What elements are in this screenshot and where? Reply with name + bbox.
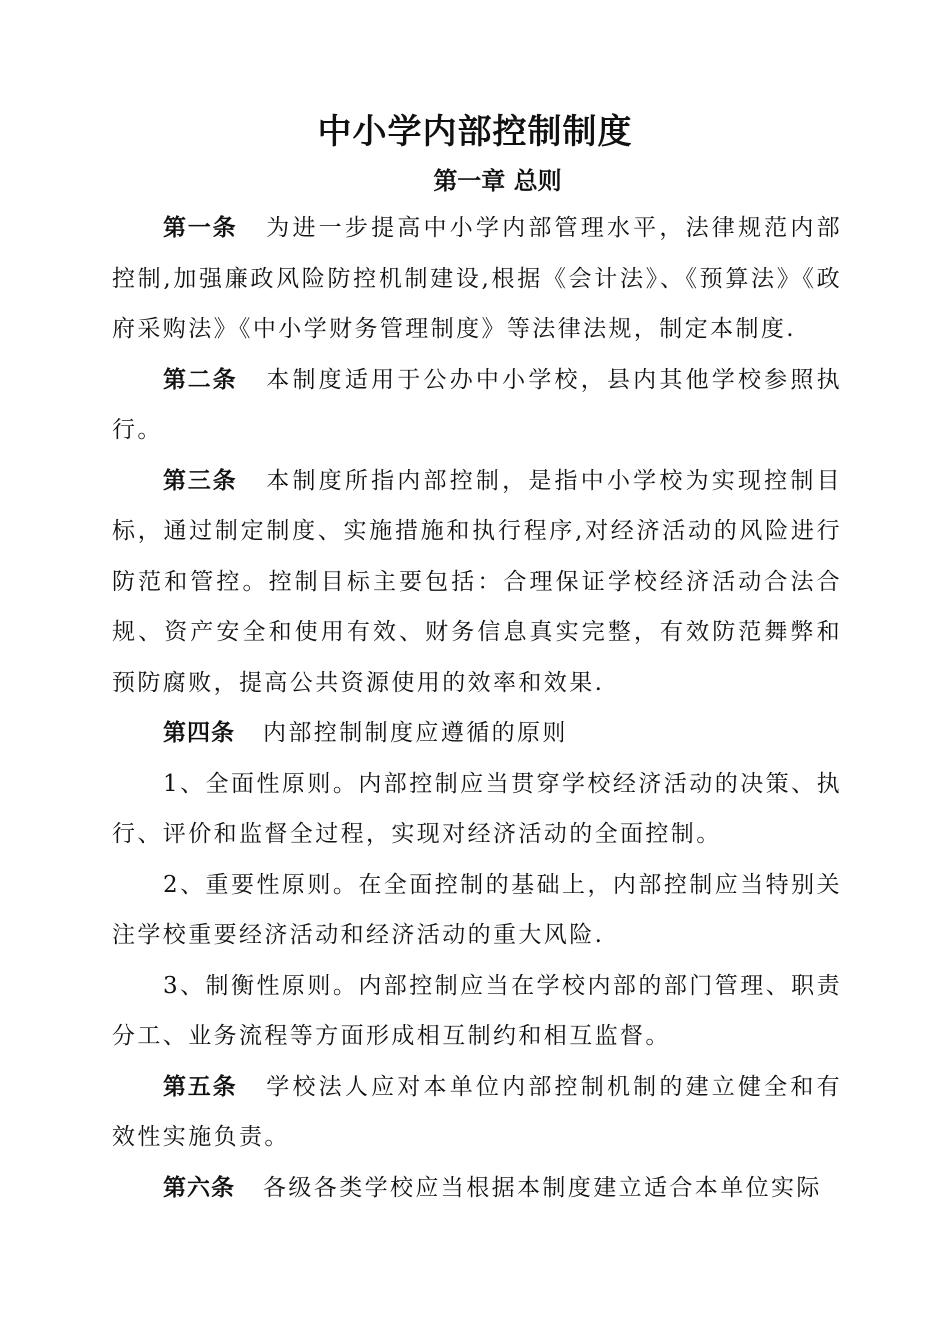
article-1: [112, 203, 842, 355]
article-3: [112, 456, 842, 709]
principle-item: [112, 759, 842, 860]
article-label: 第四条: [163, 720, 235, 746]
principle-item: [112, 860, 842, 961]
article-4: [112, 708, 842, 759]
article-text: 本制度适用于公办中小学校，县内其他学校参照执行。: [112, 366, 843, 443]
article-6: [112, 1163, 842, 1214]
article-2: [112, 355, 842, 456]
article-label: 第三条: [163, 467, 238, 494]
document-title: 中小学内部控制制度: [317, 112, 633, 152]
article-text: 为进一步提高中小学内部管理水平，法律规范内部控制,加强廉政风险防控机制建设,根据《会计法》、《预算法》《政府采购法》《中小学财务管理制度》等法律法规，制定本制度.: [112, 215, 843, 342]
document-body: [112, 203, 842, 1213]
chapter-heading: 第一章 总则: [433, 167, 562, 195]
article-text: 内部控制制度应遵循的原则: [263, 720, 568, 746]
principle-text: 3、制衡性原则。内部控制应当在学校内部的部门管理、职责分工、业务流程等方面形成相互制约和相互监督。: [112, 972, 842, 1049]
article-label: 第二条: [163, 366, 238, 393]
article-text: 各级各类学校应当根据本制度建立适合本单位实际: [263, 1174, 822, 1201]
article-label: 第五条: [163, 1073, 238, 1100]
principle-item: [112, 961, 842, 1062]
article-text: 本制度所指内部控制，是指中小学校为实现控制目标，通过制定制度、实施措施和执行程序,对经济活动的风险进行防范和管控。控制目标主要包括：合理保证学校经济活动合法合规、资产安全和使用有效、财务信息真实完整，有效防范舞弊和预防腐败，提高公共资源使用的效率和效果.: [112, 467, 843, 696]
principle-text: 2、重要性原则。在全面控制的基础上，内部控制应当特别关注学校重要经济活动和经济活动的重大风险.: [112, 871, 842, 948]
article-5: [112, 1062, 842, 1163]
principle-text: 1、全面性原则。内部控制应当贯穿学校经济活动的决策、执行、评价和监督全过程，实现对经济活动的全面控制。: [112, 770, 842, 847]
article-label: 第一条: [163, 215, 238, 241]
article-label: 第六条: [163, 1174, 235, 1201]
article-text: 学校法人应对本单位内部控制机制的建立健全和有效性实施负责。: [112, 1073, 843, 1150]
